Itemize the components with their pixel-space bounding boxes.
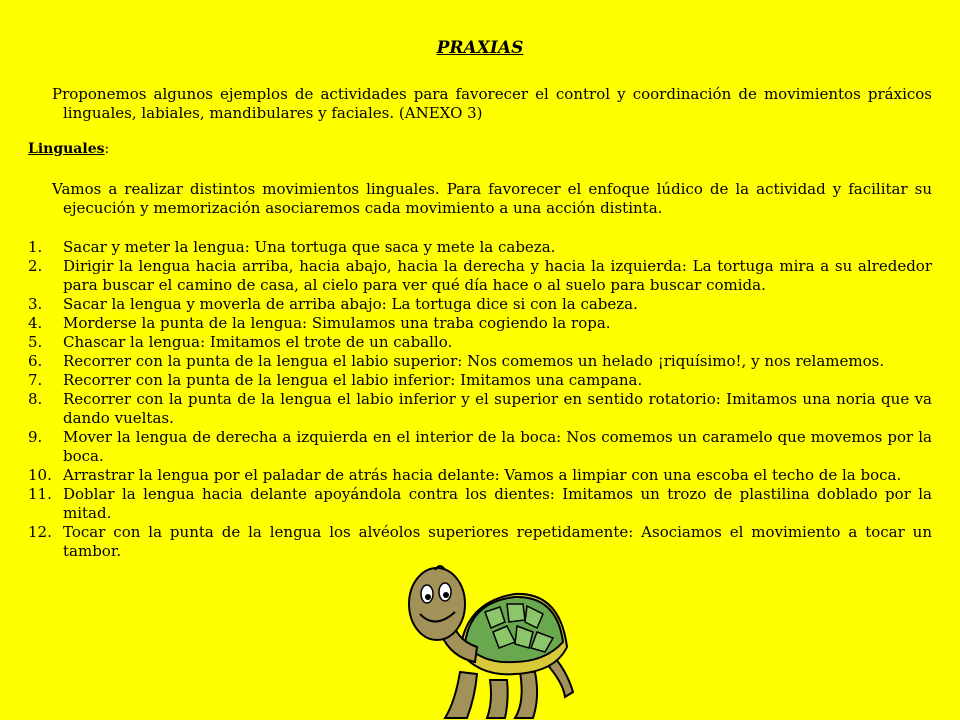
section-heading-colon: : (104, 141, 110, 157)
list-item-text: Doblar la lengua hacia delante apoyándola contra los dientes: Imitamos un trozo de plastilina doblado por la mitad. (63, 485, 932, 522)
list-item-text: Arrastrar la lengua por el paladar de atrás hacia delante: Vamos a limpiar con una escoba el techo de la boca. (63, 466, 902, 484)
list-item (28, 352, 932, 371)
list-item-text: Mover la lengua de derecha a izquierda en el interior de la boca: Nos comemos un caramelo que movemos por la boca. (63, 428, 932, 465)
list-item-number: 8. (28, 390, 43, 408)
list-item (28, 523, 932, 561)
list-item (28, 333, 932, 352)
list-item-number: 5. (28, 333, 43, 351)
list-item-text: Sacar la lengua y moverla de arriba abajo: La tortuga dice si con la cabeza. (63, 295, 638, 313)
list-item-text: Recorrer con la punta de la lengua el labio inferior y el superior en sentido rotatorio: Imitamos una noria que va dando vueltas. (63, 390, 932, 427)
list-item (28, 371, 932, 390)
list-item-number: 3. (28, 295, 43, 313)
list-item-number: 1. (28, 238, 43, 256)
section-heading-label: Linguales (28, 141, 105, 157)
list-item (28, 428, 932, 466)
list-item-number: 4. (28, 314, 43, 332)
page-title: PRAXIAS (436, 38, 524, 58)
list-item-text: Dirigir la lengua hacia arriba, hacia abajo, hacia la derecha y hacia la izquierda: La tortuga mira a su alrededor para buscar el camino de casa, al cielo para ver qué día hace o al suelo para buscar comida. (63, 257, 932, 294)
list-item-number: 2. (28, 257, 43, 275)
list-item-text: Morderse la punta de la lengua: Simulamos una traba cogiendo la ropa. (63, 314, 611, 332)
praxis-list (28, 238, 932, 561)
list-item (28, 390, 932, 428)
list-item-text: Tocar con la punta de la lengua los alvéolos superiores repetidamente: Asociamos el movimiento a tocar un tambor. (63, 523, 932, 560)
list-item (28, 238, 932, 257)
list-item-text: Chascar la lengua: Imitamos el trote de un caballo. (63, 333, 453, 351)
list-item (28, 295, 932, 314)
list-item-text: Recorrer con la punta de la lengua el labio inferior: Imitamos una campana. (63, 371, 643, 389)
list-item (28, 314, 932, 333)
list-item-text: Recorrer con la punta de la lengua el labio superior: Nos comemos un helado ¡riquísimo!, y nos relamemos. (63, 352, 885, 370)
list-item-number: 6. (28, 352, 43, 370)
list-item-number: 11. (28, 485, 52, 503)
list-item-text: Sacar y meter la lengua: Una tortuga que saca y mete la cabeza. (63, 238, 556, 256)
section-heading (28, 141, 109, 157)
list-item-number: 12. (28, 523, 52, 541)
list-item-number: 7. (28, 371, 43, 389)
list-item (28, 485, 932, 523)
list-item-number: 9. (28, 428, 43, 446)
turtle-illustration (405, 562, 575, 720)
section-description: Vamos a realizar distintos movimientos linguales. Para favorecer el enfoque lúdico de la actividad y facilitar su ejecución y memorización asociaremos cada movimiento a una acción distinta. (52, 180, 932, 217)
list-item (28, 466, 932, 485)
list-item-number: 10. (28, 466, 52, 484)
intro-paragraph: Proponemos algunos ejemplos de actividades para favorecer el control y coordinación de movimientos práxicos linguales, labiales, mandibulares y faciales. (ANEXO 3) (52, 85, 932, 122)
list-item (28, 257, 932, 295)
